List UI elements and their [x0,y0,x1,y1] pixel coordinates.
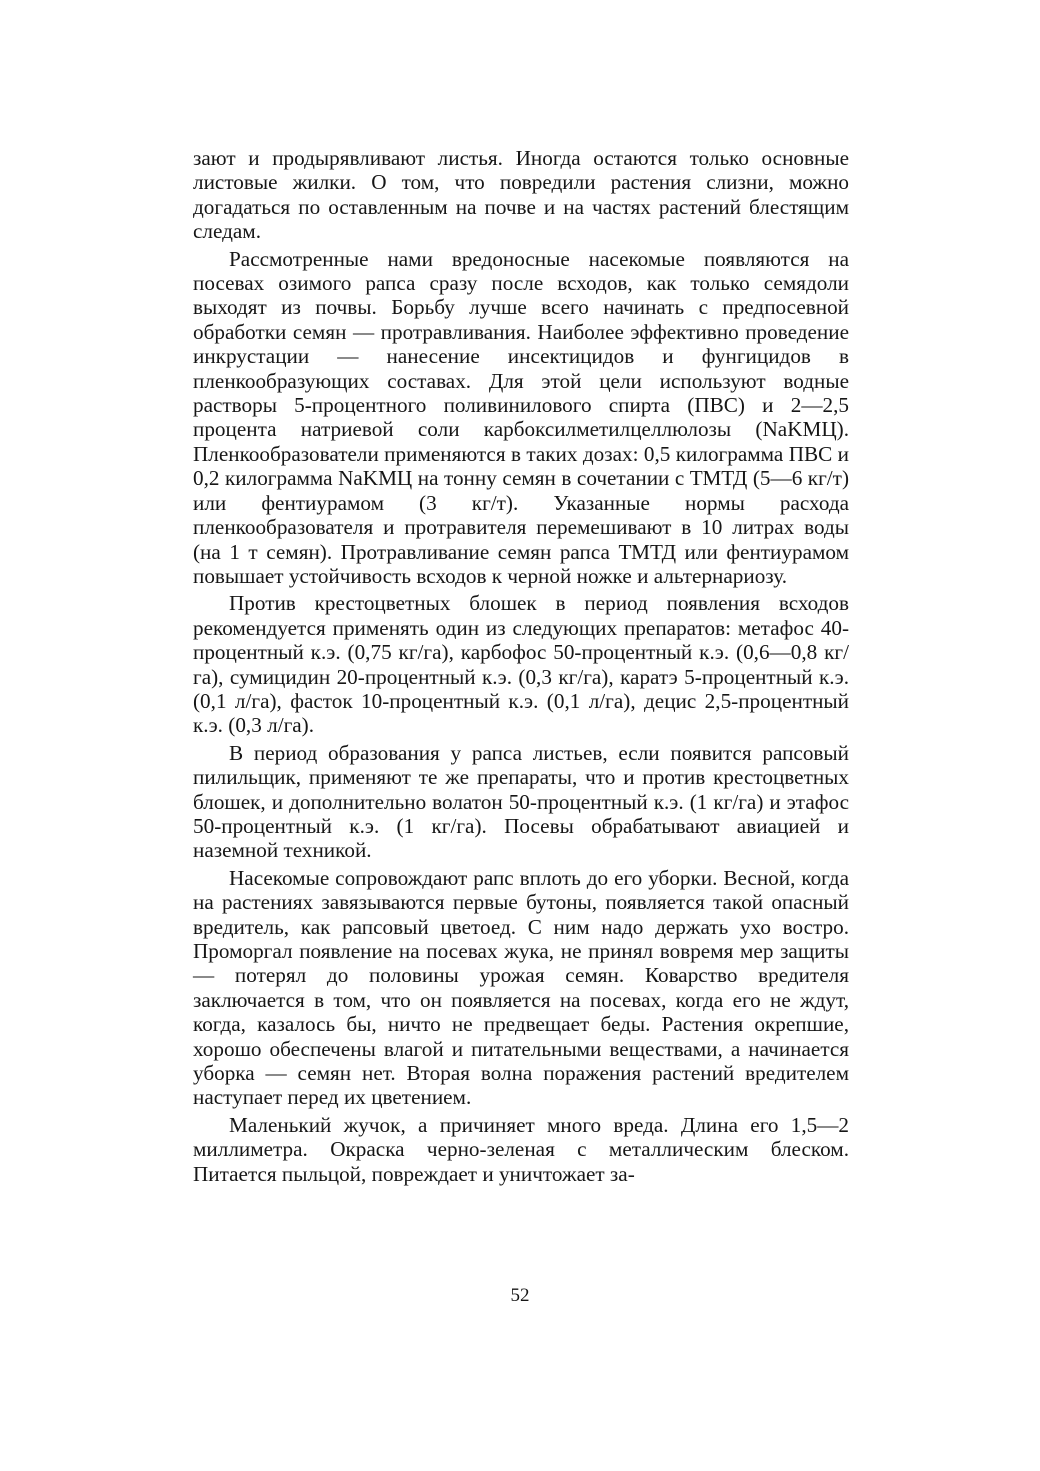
page-body [193,146,849,1189]
paragraph-beetle-description: Маленький жучок, а причиняет много вреда. Длина его 1,5—2 миллиметра. Окраска черно-зеленая с металлическим блеском. Питается пыльцой, повреждает и уничтожает за- [193,1112,849,1186]
paragraph-seed-treatment: Рассмотренные нами вредоносные насекомые появляются на посевах озимого рапса сразу после всходов, как только семядоли выходят из почвы. Борьбу лучше всего начинать с предпосевной обработки семян — протравливания. Наиболее эффективно проведение инкрустации — нанесение инсектицидов и фунгицидов в пленкообразующих составах. Для этой цели используют водные растворы 5-процентного поливинилового спирта (ПВС) и 2—2,5 процента натриевой соли карбоксилметилцеллюлозы (NaKMЦ). Пленкообразователи применяются в таких дозах: 0,5 килограмма ПВС и 0,2 килограмма NaKMЦ на тонну семян в сочетании с ТМТД (5—6 кг/т) или фентиурамом (3 кг/т). Указанные нормы расхода пленкообразователя и протравителя перемешивают в 10 литрах воды (на 1 т семян). Протравливание семян рапса ТМТД или фентиурамом повышает устойчивость всходов к черной ножке и альтернариозу. [193,246,849,588]
paragraph-flea-beetles: Против крестоцветных блошек в период появления всходов рекомендуется применять один из следующих препаратов: метафос 40-процентный к.э. (0,75 кг/га), карбофос 50-процентный к.э. (0,6—0,8 кг/га), сумицидин 20-процентный к.э. (0,3 кг/га), каратэ 5-процентный к.э. (0,1 л/га), фасток 10-процентный к.э. (0,1 л/га), децис 2,5-процентный к.э. (0,3 л/га). [193,591,849,738]
page-number: 52 [510,1285,530,1306]
paragraph-sawfly: В период образования у рапса листьев, если появится рапсовый пилильщик, применяют те же препараты, что и против крестоцветных блошек, и дополнительно волатон 50-процентный к.э. (1 кг/га) и этафос 50-процентный к.э. (1 кг/га). Посевы обрабатывают авиацией и наземной техникой. [193,740,849,863]
paragraph-pollen-beetle: Насекомые сопровождают рапс вплоть до его уборки. Весной, когда на растениях завязываются первые бутоны, появляется такой опасный вредитель, как рапсовый цветоед. С ним надо держать ухо востро. Проморгал появление на посевах жука, не принял вовремя мер защиты — потерял до половины урожая семян. Коварство вредителя заключается в том, что он появляется на посевах, когда его не ждут, когда, казалось бы, ничто не предвещает беды. Растения окрепшие, хорошо обеспечены влагой и питательными веществами, а начинается уборка — семян нет. Вторая волна поражения растений вредителем наступает перед их цветением. [193,865,849,1110]
paragraph-continuation: зают и продырявливают листья. Иногда остаются только основные листовые жилки. О том, что повредили растения слизни, можно догадаться по оставленным на почве и на частях растений блестящим следам. [193,146,849,244]
